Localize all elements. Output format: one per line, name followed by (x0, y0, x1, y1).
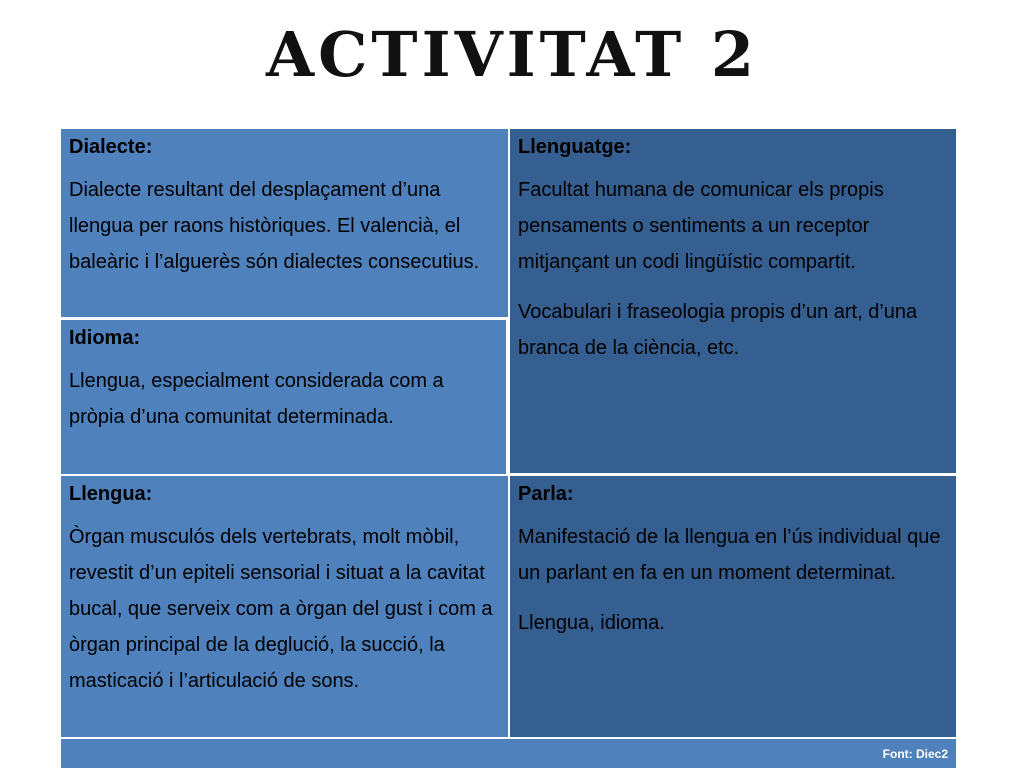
page-title: ACTIVITAT 2 (265, 18, 759, 91)
llengua-cell (61, 476, 508, 737)
parla-definition-1: Manifestació de la llengua en l’ús individual que un parlant en fa en un moment determinat. (518, 526, 941, 584)
llenguatge-heading: Llenguatge: (518, 136, 632, 158)
llengua-definition: Òrgan musculós dels vertebrats, molt mòbil, revestit d’un epiteli sensorial i situat a la cavitat bucal, que serveix com a òrgan del gust i com a òrgan principal de la deglució, la succió, la masticació i l’articulació de sons. (69, 526, 493, 692)
dialecte-cell (61, 129, 508, 317)
dialecte-heading: Dialecte: (69, 136, 153, 158)
llenguatge-cell (510, 129, 956, 473)
source-note: Font: Diec2 (882, 747, 948, 761)
parla-cell (510, 476, 956, 737)
parla-heading: Parla: (518, 483, 574, 505)
idioma-heading: Idioma: (69, 327, 141, 349)
idioma-cell (61, 320, 506, 474)
idioma-definition: Llengua, especialment considerada com a pròpia d’una comunitat determinada. (69, 370, 444, 428)
llengua-heading: Llengua: (69, 483, 153, 505)
dialecte-definition: Dialecte resultant del desplaçament d’una llengua per raons històriques. El valencià, el baleàric i l’alguerès són dialectes consecutius. (69, 179, 480, 273)
llenguatge-definition-1: Facultat humana de comunicar els propis pensaments o sentiments a un receptor mitjançant un codi lingüístic compartit. (518, 179, 884, 273)
parla-definition-2: Llengua, idioma. (518, 612, 665, 634)
llenguatge-definition-2: Vocabulari i fraseologia propis d’un art, d’una branca de la ciència, etc. (518, 301, 918, 359)
footer-bar (61, 739, 956, 768)
